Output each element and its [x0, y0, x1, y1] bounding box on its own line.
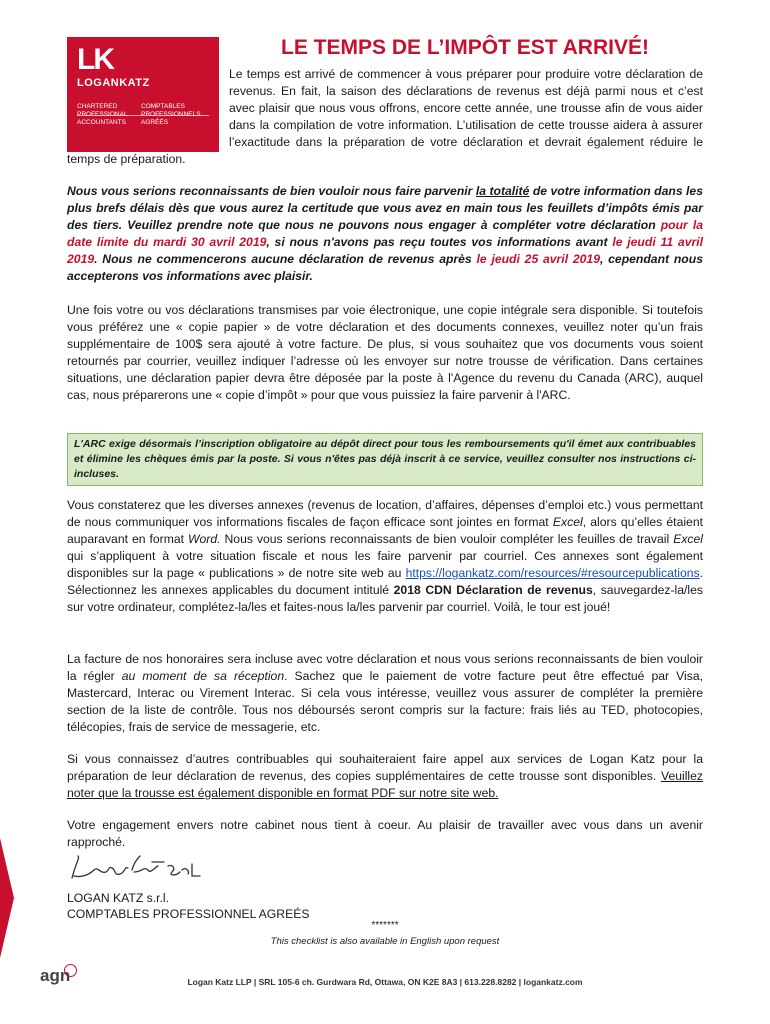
- separator-stars: *******: [371, 920, 399, 931]
- document-title: 2018 CDN Déclaration de revenus: [393, 583, 593, 597]
- cutoff-date: le jeudi 25 avril 2019: [476, 252, 600, 266]
- request-paragraph: Nous vous serions reconnaissants de bien vouloir nous faire parvenir la totalité de votre information dans les plus brefs délais dès que vous aurez la certitude que vous avez en main tous les feuillets d’impôts émis par des tiers. Veuillez prendre note que nous ne pouvons nous engager à compléter votre déclaration pour la date limite du mardi 30 avril 2019, si nous n'avons pas reçu toutes vos informations avant le jeudi 11 avril 2019. Nous ne commencerons aucune déclaration de revenus après le jeudi 25 avril 2019, cependant nous accepterons vos informations avec plaisir.: [67, 184, 703, 283]
- intro-text: Le temps est arrivé de commencer à vous préparer pour produire votre déclaration de revenus. En fait, la saison des déclarations de revenus est déjà parmi nous et c’est avec plaisir que nous vous offrons, encore cette année, une trousse afin de vous aider dans la compilation de votre information. L’utilisation de cette trousse aidera à assurer l’exactitude dans la préparation de votre déclaration et devrait également réduire le temps de préparation.: [67, 67, 703, 166]
- logo-english-text: CHARTERED PROFESSIONAL ACCOUNTANTS: [77, 103, 128, 126]
- footer-address: Logan Katz LLP | SRL 105-6 ch. Gurdwara Rd, Ottawa, ON K2E 8A3 | 613.228.8282 | logankatz.com: [187, 977, 583, 987]
- globe-icon: [64, 964, 77, 977]
- logo-french-text: COMPTABLES PROFESSIONNELS AGRÉÉS: [141, 103, 201, 126]
- english-availability-note: This checklist is also available in English upon request: [270, 936, 500, 947]
- annexes-paragraph: Vous constaterez que les diverses annexes (revenus de location, d’affaires, dépenses d’emploi etc.) vous permettant de nous communiquer vos informations fiscales de façon efficace sont jointes en format Excel, alors qu’elles étaient auparavant en format Word. Nous vous serions reconnaissants de bien vouloir compléter les feuilles de travail Excel qui s’appliquent à votre situation fiscale et nous les faire parvenir par courriel. Ces annexes sont également disponibles sur la page « publications » de notre site web au https://logankatz.com/resources/#resourcepublications. Sélectionnez les annexes applicables du document intitulé 2018 CDN Déclaration de revenus, sauvegardez-la/les sur votre ordinateur, complétez-la/les et faites-nous la/les parvenir par courriel. Voilà, le tour est joué!: [67, 498, 704, 614]
- publications-link[interactable]: https://logankatz.com/resources/#resourcepublications: [405, 566, 700, 580]
- handwritten-signature: [68, 852, 208, 886]
- transmission-paragraph: Une fois votre ou vos déclarations transmises par voie électronique, une copie intégrale sera disponible. Si toutefois vous préférez une « copie papier » de votre déclaration et des documents connexes, veuillez noter qu’un frais supplémentaire de 100$ sera ajouté à votre facture. De plus, si vous souhaitez que vos documents vous soient retournés par courrier, veuillez indiquer l’adresse où les envoyer sur notre trousse de vérification. Dans certaines situations, une déclaration papier devra être déposée par la poste à l'Agence du revenu du Canada (ARC), auquel cas, nous préparerons une « copie d’impôt » pour que vous puissiez la faire parvenir à l'ARC.: [67, 303, 703, 402]
- receipt-date: le jeudi 11 avril 2019: [67, 235, 703, 266]
- intro-paragraph: [67, 66, 703, 168]
- deadline-date: pour la date limite du mardi 30 avril 2019: [67, 218, 703, 249]
- referral-paragraph: Si vous connaissez d’autres contribuables qui souhaiteraient faire appel aux services de Logan Katz pour la préparation de leur déclaration de revenus, des copies supplémentaires de cette trousse sont disponibles. Veuillez noter que la trousse est également disponible en format PDF sur notre site web.: [67, 752, 703, 800]
- agn-logo: agn: [40, 966, 71, 985]
- invoice-paragraph: La facture de nos honoraires sera incluse avec votre déclaration et nous vous serions reconnaissants de bien vouloir la régler au moment de sa réception. Sachez que le paiement de votre facture peut être effectué par Visa, Mastercard, Interac ou Virement Interac. Si cela vous intéresse, veuillez vous assurer de compléter la première section de la liste de contrôle. Tous nos déboursés seront compris sur la facture: frais liés au TED, photocopies, télécopies, frais de service de messagerie, etc.: [67, 652, 703, 734]
- logo-name: LOGANKATZ: [77, 77, 150, 89]
- page-title: LE TEMPS DE L’IMPÔT EST ARRIVÉ!: [281, 36, 649, 59]
- firm-name: LOGAN KATZ s.r.l.: [67, 891, 170, 905]
- decorative-red-triangle: [0, 838, 14, 958]
- firm-title: COMPTABLES PROFESSIONNEL AGREÉS: [67, 907, 310, 921]
- closing-paragraph: Votre engagement envers notre cabinet nous tient à coeur. Au plaisir de travailler avec vous dans un avenir rapproché.: [67, 818, 703, 849]
- pdf-availability-note: Veuillez noter que la trousse est également disponible en format PDF sur notre site web.: [67, 769, 703, 800]
- direct-deposit-notice: L'ARC exige désormais l’inscription obligatoire au dépôt direct pour tous les remboursements qu'il émet aux contribuables et élimine les chèques émis par la poste. Si vous n'êtes pas déjà inscrit à ce service, veuillez consulter nos instructions ci-incluses.: [67, 433, 703, 486]
- logo-mark: LK: [77, 43, 113, 76]
